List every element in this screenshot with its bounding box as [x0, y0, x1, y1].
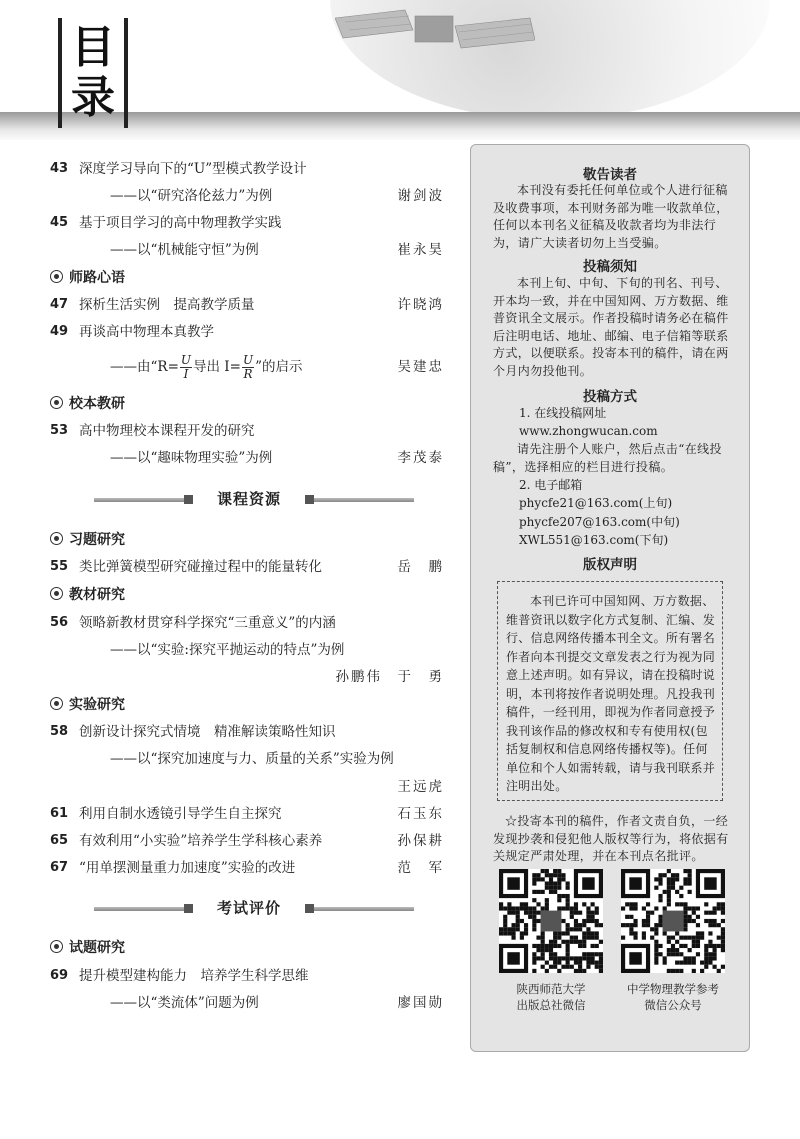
- toc-entry[interactable]: [44, 294, 454, 316]
- section-label: 实验研究: [69, 697, 125, 713]
- circle-bullet-icon: [50, 940, 63, 953]
- toc-entry[interactable]: [44, 239, 454, 261]
- qr-caption-line: 中学物理教学参考: [627, 982, 719, 996]
- category-label: 考试评价: [216, 899, 281, 917]
- submit-title: 投稿须知: [583, 259, 637, 275]
- section-heading: [50, 528, 125, 552]
- band-line: [314, 498, 414, 502]
- copyright-title: 版权声明: [583, 557, 637, 573]
- toc-entry[interactable]: [44, 185, 454, 207]
- toc-entry[interactable]: [44, 803, 454, 825]
- fraction-u-over-i: [180, 354, 192, 381]
- entry-author: 岳 鹏: [397, 559, 444, 575]
- qr-code-icon[interactable]: [621, 869, 725, 973]
- circle-bullet-icon: [50, 697, 63, 710]
- email-link[interactable]: XWL551@163.com(下旬): [519, 533, 669, 547]
- toc-entry[interactable]: [44, 556, 454, 578]
- entry-title: 类比弹簧模型研究碰撞过程中的能量转化: [79, 559, 322, 575]
- section-heading: [50, 936, 125, 960]
- entry-title: “用单摆测量重力加速度”实验的改进: [79, 860, 296, 876]
- toc-entry[interactable]: [44, 612, 454, 634]
- entry-title: 提升模型建构能力 培养学生科学思维: [79, 968, 309, 984]
- page-number: 55: [50, 559, 69, 574]
- toc-entry[interactable]: [44, 748, 454, 770]
- toc-entry[interactable]: [44, 965, 454, 987]
- entry-title: 领略新教材贯穿科学探究“三重意义”的内涵: [79, 615, 336, 631]
- page-number: 45: [50, 215, 69, 230]
- page-number: 67: [50, 860, 69, 875]
- formula-prefix: ——由“R=: [110, 359, 179, 375]
- method-item-1: 1. 在线投稿网址: [519, 406, 607, 420]
- toc-entry[interactable]: [44, 666, 454, 688]
- method-note: 请先注册个人账户，然后点击“在线投稿”，选择相应的栏目进行投稿。: [493, 442, 722, 474]
- section-heading: [50, 392, 125, 416]
- entry-subtitle: ——以“机械能守恒”为例: [110, 242, 259, 258]
- circle-bullet-icon: [50, 396, 63, 409]
- band-line: [94, 907, 186, 911]
- toc-entry[interactable]: [44, 639, 454, 661]
- toc-entry[interactable]: [44, 992, 454, 1014]
- entry-author: 谢剑波: [397, 188, 444, 204]
- page-title: [58, 18, 128, 128]
- fraction-u-over-r: [242, 354, 254, 381]
- category-band: [44, 488, 454, 510]
- entry-author: 吴建忠: [397, 359, 444, 375]
- band-square: [184, 495, 193, 504]
- formula-suffix: ”的启示: [255, 359, 303, 375]
- entry-title: 高中物理校本课程开发的研究: [79, 423, 255, 439]
- entry-title: 利用自制水透镜引导学生自主探究: [79, 806, 282, 822]
- circle-bullet-icon: [50, 587, 63, 600]
- entry-subtitle: [110, 352, 302, 382]
- fraction-numerator: U: [180, 353, 192, 367]
- section-label: 习题研究: [69, 532, 125, 548]
- submit-text: 本刊上旬、中旬、下旬的刊名、刊号、开本均一致，并在中国知网、万方数据、维普资讯全文展示。作者投稿时请务必在稿件后注明电话、地址、邮编、电子信箱等联系方式，以便联系。投寄本刊的稿件，请在两个月内勿投他刊。: [493, 276, 729, 378]
- band-line: [94, 498, 186, 502]
- entry-title: 探析生活实例 提高教学质量: [79, 297, 255, 313]
- entry-title: 有效利用“小实验”培养学生学科核心素养: [79, 833, 323, 849]
- page-number: 58: [50, 724, 69, 739]
- entry-author: 石玉东: [397, 806, 444, 822]
- entry-subtitle: ——以“探究加速度与力、质量的关系”实验为例: [110, 751, 394, 767]
- section-heading: [50, 266, 125, 290]
- entry-title: 基于项目学习的高中物理教学实践: [79, 215, 282, 231]
- section-label: 校本教研: [69, 396, 125, 412]
- qr-caption: [491, 981, 611, 1013]
- section-label: 师路心语: [69, 270, 125, 286]
- entry-subtitle: ——以“实验:探究平抛运动的特点”为例: [110, 642, 345, 658]
- fraction-denominator: R: [243, 367, 253, 381]
- entry-author: 孙保耕: [397, 833, 444, 849]
- toc-entry[interactable]: [44, 776, 454, 798]
- entry-title: 深度学习导向下的“U”型模式教学设计: [79, 161, 307, 177]
- entry-author: 范 军: [397, 860, 444, 876]
- title-char: 录: [71, 72, 115, 123]
- formula-middle: 导出 I=: [193, 359, 241, 375]
- circle-bullet-icon: [50, 270, 63, 283]
- page-number: 69: [50, 968, 69, 983]
- qr-caption-line: 微信公众号: [644, 998, 702, 1012]
- entry-author: 李茂泰: [397, 450, 444, 466]
- band-square: [305, 495, 314, 504]
- method-item-2: 2. 电子邮箱: [519, 478, 583, 492]
- toc-entry[interactable]: [44, 721, 454, 743]
- copyright-text: 本刊已许可中国知网、万方数据、维普资讯以数字化方式复制、汇编、发行、信息网络传播本刊全文。所有署名作者向本刊提交文章发表之行为视为同意上述声明。如有异议，请在投稿时说明，本刊将按作者说明处理。凡投我刊稿件，一经刊用，即视为作者同意授予我刊该作品的修改权和专有使用权(包括复制权和信息网络传播权等)。任何单位和个人如需转载，请与我刊联系并注明出处。: [506, 594, 716, 793]
- page-number: 47: [50, 297, 69, 312]
- fraction-numerator: U: [242, 353, 254, 367]
- section-label: 试题研究: [69, 940, 125, 956]
- method-url[interactable]: www.zhongwucan.com: [519, 424, 658, 438]
- page-header: [0, 0, 800, 140]
- satellite-icon: [335, 8, 535, 54]
- toc-entry-formula[interactable]: [44, 352, 454, 382]
- entry-subtitle: ——以“类流体”问题为例: [110, 995, 259, 1011]
- method-title: 投稿方式: [583, 389, 637, 405]
- title-char: 目: [71, 22, 115, 73]
- page-number: 61: [50, 806, 69, 821]
- category-band: [44, 897, 454, 919]
- category-label: 课程资源: [216, 490, 281, 508]
- band-square: [184, 904, 193, 913]
- circle-bullet-icon: [50, 532, 63, 545]
- toc-entry[interactable]: [44, 321, 454, 343]
- page-number: 49: [50, 324, 69, 339]
- entry-author: 许晓鸿: [397, 297, 444, 313]
- toc-entry[interactable]: [44, 447, 454, 469]
- toc-entry[interactable]: [44, 420, 454, 442]
- qr-caption: [613, 981, 733, 1013]
- qr-caption-line: 陕西师范大学: [516, 982, 586, 996]
- toc-entry[interactable]: [44, 212, 454, 234]
- warning-text: ☆投寄本刊的稿件，作者文责自负，一经发现抄袭和侵犯他人版权等行为，将依据有关规定严肃处理，并在本刊点名批评。: [493, 814, 729, 863]
- section-label: 教材研究: [69, 587, 125, 603]
- entry-author: 孙鹏伟 于 勇: [335, 669, 444, 685]
- entry-author: 廖国勋: [397, 995, 444, 1011]
- copyright-box: [497, 581, 723, 801]
- toc-entry[interactable]: [44, 857, 454, 879]
- notice-text: 本刊没有委托任何单位或个人进行征稿及收费事项，本刊财务部为唯一收款单位，任何以本刊名义征稿及收款者均为非法行为，请广大读者切勿上当受骗。: [493, 183, 729, 250]
- page-number: 65: [50, 833, 69, 848]
- entry-author: 崔永昊: [397, 242, 444, 258]
- qr-caption-line: 出版总社微信: [516, 998, 586, 1012]
- entry-subtitle: ——以“趣味物理实验”为例: [110, 450, 273, 466]
- toc-entry[interactable]: [44, 158, 454, 180]
- qr-code-icon[interactable]: [499, 869, 603, 973]
- page-number: 56: [50, 615, 69, 630]
- toc-entry[interactable]: [44, 830, 454, 852]
- page-number: 43: [50, 161, 69, 176]
- email-link[interactable]: phycfe21@163.com(上旬): [519, 496, 673, 510]
- band-square: [305, 904, 314, 913]
- section-heading: [50, 583, 125, 607]
- entry-author: 王远虎: [397, 779, 444, 795]
- page-number: 53: [50, 423, 69, 438]
- entry-subtitle: ——以“研究洛伦兹力”为例: [110, 188, 273, 204]
- entry-title: 再谈高中物理本真教学: [79, 324, 214, 340]
- section-heading: [50, 693, 125, 717]
- email-link[interactable]: phycfe207@163.com(中旬): [519, 515, 680, 529]
- notice-title: 敬告读者: [583, 167, 637, 183]
- band-line: [314, 907, 414, 911]
- fraction-denominator: I: [183, 367, 189, 381]
- entry-title: 创新设计探究式情境 精准解读策略性知识: [79, 724, 336, 740]
- sidebar-notice-panel: [470, 144, 750, 1052]
